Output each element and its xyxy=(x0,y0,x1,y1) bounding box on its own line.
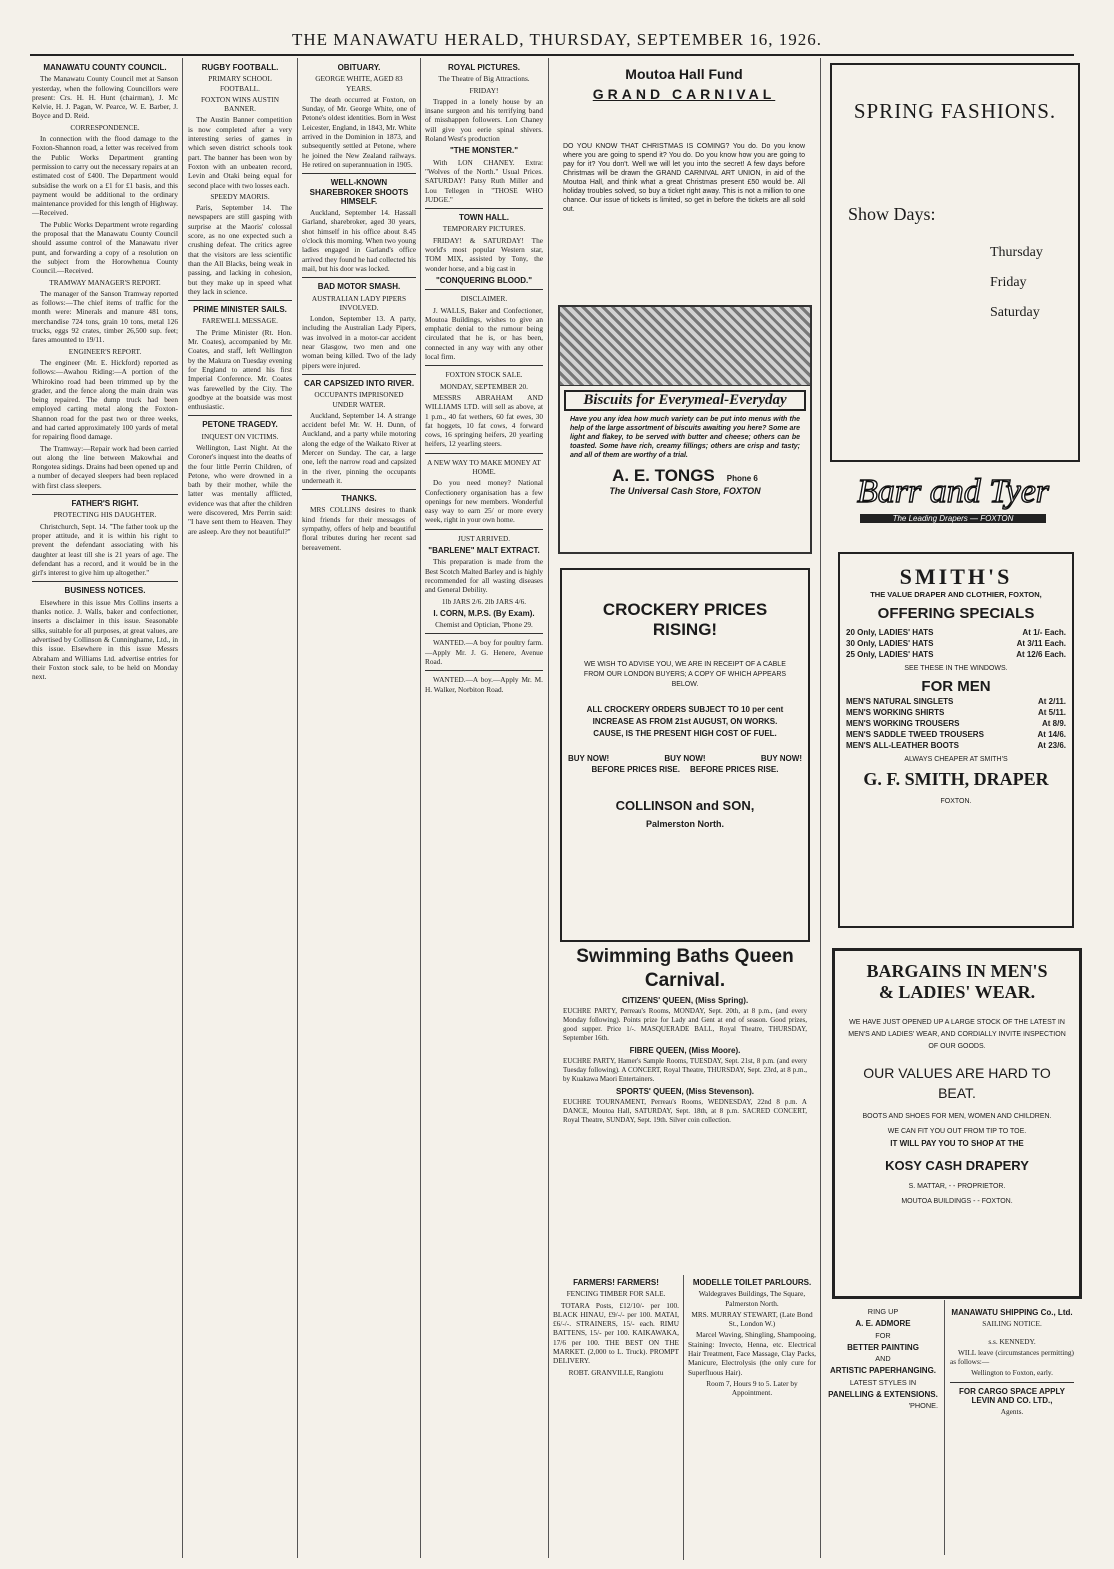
ship-name: s.s. KENNEDY. xyxy=(988,1336,1036,1346)
headline-royal-pictures: ROYAL PICTURES. xyxy=(447,63,520,72)
subheading: OCCUPANTS IMPRISONED UNDER WATER. xyxy=(314,390,404,409)
latest-styles: LATEST STYLES IN xyxy=(849,1377,917,1387)
item-label: MEN'S SADDLE TWEED TROUSERS xyxy=(846,730,984,739)
biscuit-illustration xyxy=(560,307,810,386)
proprietor-line: S. MATTAR, - - PROPRIETOR. xyxy=(908,1183,1006,1190)
show-day: Thursday xyxy=(990,245,1043,260)
column-divider xyxy=(548,58,549,1558)
headline-rugby: RUGBY FOOTBALL. xyxy=(201,63,279,72)
subheading: PROTECTING HIS DAUGHTER. xyxy=(53,510,157,520)
subheading: ENGINEER'S REPORT. xyxy=(68,346,142,356)
subheading: MONDAY, SEPTEMBER 20. xyxy=(440,381,528,391)
headline-town-hall: TOWN HALL. xyxy=(458,213,510,223)
article-paragraph: The Prime Minister (Rt. Hon. Mr. Coates), accompanied by Mr. Coates, and staff, left Wellington by the Makura on Tuesday evening for England to attend his first Imperial Conference. Mr. Coates was farewelled by the City. The goodbye at the boatside was most enthusiastic. xyxy=(188,327,292,412)
buy-now-text: BUY NOW! xyxy=(568,754,610,763)
price-row xyxy=(846,708,1066,717)
article-paragraph: The manager of the Sanson Tramway reported as follows:—The chief items of traffic for the month were: Minerals and manure 481 tons, merchandise 724 tons, grain 10 tons, metal 126 trucks, eggs 92 crates, timber 26,500 sup. feet; fares amounted to 19/11. xyxy=(32,288,178,345)
item-label: 30 Only, LADIES' HATS xyxy=(846,639,934,648)
firm-town: Palmerston North. xyxy=(645,819,724,829)
price-row xyxy=(846,741,1066,750)
ad-text: WE WISH TO ADVISE YOU, WE ARE IN RECEIPT OF A CABLE FROM OUR LONDON BUYERS; A COPY OF WHICH APPEARS BELOW. xyxy=(583,661,787,688)
headline-fathers-right: FATHER'S RIGHT. xyxy=(71,499,139,509)
show-day: Saturday xyxy=(990,305,1040,320)
price-row xyxy=(846,650,1066,659)
column-4 xyxy=(425,60,543,1550)
store-name: KOSY CASH DRAPERY xyxy=(885,1158,1029,1173)
cable-text: ALL CROCKERY ORDERS SUBJECT TO 10 per cent INCREASE AS FROM 21st AUGUST, ON WORKS. CAUSE, IS THE PRESENT HIGH COST OF FUEL. xyxy=(586,705,784,738)
headline-county-council: MANAWATU COUNTY COUNCIL. xyxy=(43,63,167,72)
masthead-rule xyxy=(30,54,1074,56)
store-town: FOXTON. xyxy=(940,798,972,805)
subheading: JUST ARRIVED. xyxy=(457,533,511,543)
item-price: At 12/6 Each. xyxy=(1016,650,1066,659)
building-line: MOUTOA BUILDINGS - - FOXTON. xyxy=(901,1198,1013,1205)
ad-text: WILL leave (circumstances permitting) as follows:— xyxy=(950,1347,1074,1367)
ad-subtitle: & LADIES' WEAR. xyxy=(878,982,1036,1002)
article-paragraph: The Tramway:—Repair work had been carried out along the line between Makowhai and Rongotea sidings. Drains had been opened up and a number of decayed sleepers had been replaced with first class sleepers. xyxy=(32,443,178,490)
item-price: At 3/11 Each. xyxy=(1016,639,1066,648)
subheading: A NEW WAY TO MAKE MONEY AT HOME. xyxy=(427,457,541,476)
item-label: MEN'S WORKING SHIRTS xyxy=(846,708,945,717)
queen-heading: FIBRE QUEEN, (Miss Moore). xyxy=(629,1046,741,1055)
ad-title: MODELLE TOILET PARLOURS. xyxy=(692,1278,812,1287)
article-paragraph: FRIDAY! & SATURDAY! The world's most popular Western star, TOM MIX, assisted by Tony, the wonder horse, and a big cast in xyxy=(425,235,543,273)
queen-heading: SPORTS' QUEEN, (Miss Stevenson). xyxy=(616,1087,754,1096)
item-price: At 14/6. xyxy=(1037,730,1066,739)
day-label: FRIDAY! xyxy=(469,85,499,95)
subheading: DISCLAIMER. xyxy=(460,294,508,304)
item-label: 25 Only, LADIES' HATS xyxy=(846,650,934,659)
before-rise-text: BEFORE PRICES RISE. xyxy=(690,765,779,774)
article-paragraph: London, September 13. A party, including the Australian Lady Pipers, was involved in a motor-car accident near Glasgow, two men and one woman being killed. Two of the lady pipers were injured. xyxy=(302,314,416,370)
queen-events: EUCHRE PARTY, Perreau's Rooms, MONDAY, Sept. 20th, at 8 p.m., (and every Monday following). Points prize for Lady and Gent at end of season. Good prizes, good supper. Price 1/-. MASQUERADE BALL, Royal Theatre, THURSDAY, September 16th. xyxy=(563,1007,807,1042)
ad-subtitle: SAILING NOTICE. xyxy=(982,1319,1042,1329)
subheading: TEMPORARY PICTURES. xyxy=(442,224,526,234)
subheading: SPEEDY MAORIS. xyxy=(210,191,270,201)
offer-heading: OFFERING SPECIALS xyxy=(877,605,1035,622)
ad-title: BARGAINS IN MEN'S xyxy=(866,961,1048,981)
ad-title: Moutoa Hall Fund xyxy=(625,66,743,82)
item-price: At 5/11. xyxy=(1037,708,1066,717)
service-line: BETTER PAINTING xyxy=(847,1342,919,1352)
classified-ad: WANTED.—A boy.—Apply Mr. M. H. Walker, Norbiton Road. xyxy=(425,675,543,694)
article-paragraph: The Manawatu County Council met at Sanson yesterday, when the following Councillors were present: Crs. H. H. Hunt (chairman), J. Mc Kelvie, H. J. Pagan, W. Pearce, W. E. Barber, J. Boyce and D. Reid. xyxy=(32,74,178,121)
logo-text: Barr and Tyer xyxy=(856,473,1050,510)
article-paragraph: The Austin Banner competition is now completed after a very interesting series of games in which seven district schools took part. The banner has been won by Foxton with an unbeaten record, Levin and Otaki being equal for second place with two losses each. xyxy=(188,115,292,190)
route-line: Wellington to Foxton, early. xyxy=(971,1368,1053,1378)
men-heading: FOR MEN xyxy=(921,678,991,695)
cargo-line: FOR CARGO SPACE APPLY LEVIN AND CO. LTD., xyxy=(959,1386,1065,1406)
phone-text: 'PHONE. xyxy=(908,1401,938,1411)
show-days-label: Show Days: xyxy=(848,204,936,224)
article-paragraph: With LON CHANEY. Extra: "Wolves of the North." Usual Prices. SATURDAY! Patsy Ruth Miller and Lou Tellegen in "THOSE WHO JUDGE." xyxy=(425,157,543,204)
price-row xyxy=(846,628,1066,637)
ad-text: Marcel Waving, Shingling, Shampooing, Staining: Invecto, Henna, etc. Electrical Hair Treatment, Face Massage, Clay Packs, Manicure, Electrolysis (the only cure for Superfluous Hair). xyxy=(688,1330,816,1377)
farmers-ad xyxy=(553,1275,679,1560)
ad-title: SMITH'S xyxy=(899,564,1013,589)
item-label: MEN'S ALL-LEATHER BOOTS xyxy=(846,741,960,750)
column-2 xyxy=(188,60,292,1550)
ad-title: SPRING FASHIONS. xyxy=(853,99,1057,123)
article-paragraph: Auckland, September 14. Hassall Garland, sharebroker, aged 30 years, shot himself in his office about 8.45 o'clock this morning. When two young ladies engaged in Garland's office arrived they found he had collected his mail, but his door was locked. xyxy=(302,208,416,273)
queen-events: EUCHRE PARTY, Hamer's Sample Rooms, TUESDAY, Sept. 21st, 8 p.m. (and every Tuesday following). A CONCERT, Royal Theatre, THURSDAY, Sept. 23rd, at 8 p.m., by Kuakawa Maori Entertainers. xyxy=(563,1057,807,1083)
article-paragraph: This preparation is made from the Best Scotch Malted Barley and is highly recommended for all wasting diseases and General Debility. xyxy=(425,557,543,595)
article-paragraph: MESSRS ABRAHAM AND WILLIAMS LTD. will sell as above, at 1 p.m., 40 fat wethers, 60 fat ewes, 30 fat hoggets, 10 fat cows, 4 forward cows, 16 springing heifers, 20 yearling heifers, 12 yearling steers. xyxy=(425,392,543,449)
column-divider xyxy=(182,58,183,1558)
spring-fashions-ad xyxy=(830,63,1080,462)
subheading: INQUEST ON VICTIMS. xyxy=(201,431,279,441)
ad-title: Biscuits for Everymeal-Everyday xyxy=(564,390,806,411)
film-title: "THE MONSTER." xyxy=(449,146,519,156)
column-divider xyxy=(297,58,298,1558)
headline-business-notices: BUSINESS NOTICES. xyxy=(64,586,146,596)
article-paragraph: Trapped in a lonely house by an insane surgeon and his terrifying band of misshappen followers. Lon Chaney will give you eerie spinal shivers. Roland West's production xyxy=(425,96,543,144)
store-phone: Phone 6 xyxy=(726,474,758,483)
queen-events: EUCHRE TOURNAMENT, Perreau's Rooms, WEDNESDAY, 22nd 8 p.m. A DANCE, Moutoa Hall, SATURDAY, Sept. 18th, at 8 p.m. SACRED CONCERT, Royal Theatre, SUNDAY, Sept. 19th. Silver coin collection. xyxy=(563,1098,807,1124)
subheading: TRAMWAY MANAGER'S REPORT. xyxy=(49,277,161,287)
cheaper-note: ALWAYS CHEAPER AT SMITH'S xyxy=(904,756,1008,763)
subheading: GEORGE WHITE, AGED 83 YEARS. xyxy=(315,74,403,93)
service-line: PANELLING & EXTENSIONS. xyxy=(828,1390,938,1400)
article-paragraph: J. WALLS, Baker and Confectioner, Moutoa Buildings, wishes to give an emphatic denial to the rumour being circulated that he is, or has been, connected in any way with any other local firm. xyxy=(425,305,543,362)
firm-name: COLLINSON and SON, xyxy=(615,798,755,813)
boots-line: BOOTS AND SHOES FOR MEN, WOMEN AND CHILDREN. xyxy=(862,1113,1052,1120)
subheading: PRIMARY SCHOOL FOOTBALL. xyxy=(208,74,272,93)
column-1 xyxy=(32,60,178,1550)
ad-subtitle: GRAND CARNIVAL xyxy=(592,86,776,102)
headline-obituary: OBITUARY. xyxy=(337,63,381,72)
item-price: At 23/6. xyxy=(1037,741,1066,750)
biscuit-ad xyxy=(558,305,812,554)
ad-title: MANAWATU SHIPPING Co., Ltd. xyxy=(951,1308,1073,1317)
before-rise-text: BEFORE PRICES RISE. xyxy=(591,765,680,774)
column-3 xyxy=(302,60,416,1550)
ad-subtitle: RISING! xyxy=(652,620,718,639)
column-divider xyxy=(820,58,821,1558)
price-row xyxy=(846,730,1066,739)
article-paragraph: Wellington, Last Night. At the Coroner's inquest into the deaths of the four little Perrin Children, of Petone, who were drowned in a bath by their mother, while the latter was mentally afflicted, evidence was that after the children were discovered, Mrs Perrin said: "I have sent them to Heaven. They are asleep. Are they not beautiful?" xyxy=(188,442,292,536)
article-paragraph: MRS COLLINS desires to thank kind friends for their messages of sympathy, offers of help and beautiful floral tributes during her recent sad bereavement. xyxy=(302,505,416,552)
ad-text: DO YOU KNOW THAT CHRISTMAS IS COMING? You do. Do you know where you are going to spend it? You do. Do you know how you are going to pay for it? You don't. Well we will let you into the secret! A few days before Christmas will be drawn the GRAND CARNIVAL ART UNION, in aid of the Moutoa Hall, and think what a great Christmas present £50 would be. All holiday troubles solved, so buy a ticket right away. This is not a million to one chance. Our issue of tickets is limited, so get in before the tickets are all sold out. xyxy=(563,143,805,213)
buy-now-text: BUY NOW! xyxy=(664,754,706,763)
chemist-details: Chemist and Optician, 'Phone 29. xyxy=(435,620,533,630)
fit-line: WE CAN FIT YOU OUT FROM TIP TO TOE. xyxy=(887,1128,1027,1135)
item-price: At 8/9. xyxy=(1041,719,1066,728)
article-paragraph: Elsewhere in this issue Mrs Collins inserts a thanks notice. J. Walls, baker and confectioner, inserts a disclaimer in this issue. Seasonable silks, suitable for all purposes, at great values, are advertised by Collinson & Cunninghame, Ltd., in this issue. Elsewhere in this issue Messrs Abraham and Williams Ltd. advertise entries for their Foxton stock sale, to be held on Monday next. xyxy=(32,597,178,682)
headline-thanks: THANKS. xyxy=(341,494,377,504)
smiths-ad xyxy=(838,552,1074,928)
buy-now-text: BUY NOW! xyxy=(760,754,802,763)
crockery-ad xyxy=(560,568,810,942)
article-paragraph: The death occurred at Foxton, on Sunday, of Mr. George White, one of Petone's oldest identities. Born in West Leicester, England, in 1843, Mr. White arrived in the Dominion in 1873, and subsequently settled at Petone, where he joined the New Zealand railways. He retired on superannuation in 1905. xyxy=(302,94,416,169)
show-day: Friday xyxy=(990,275,1027,290)
shipping-ad xyxy=(950,1305,1074,1555)
ad-subtitle: THE VALUE DRAPER AND CLOTHIER, FOXTON, xyxy=(870,590,1042,599)
ad-address: Waldegraves Buildings, The Square, Palmerston North. xyxy=(698,1289,806,1308)
article-paragraph: Paris, September 14. The newspapers are still gasping with surprise at the Maoris' colossal score, as no one expected such a crushing defeat. The critics agree that the visitors are less scientific than the All Blacks, being weak in passing, and lacking in cohesion, but they make up in speed what they lack in science. xyxy=(188,203,292,296)
article-paragraph: Auckland, September 14. A strange accident befel Mr. W. H. Dunn, of Auckland, and a party while motoring along the edge of the Waikato River at Mercer on Sunday. The car, a large one, left the narrow road and capsized in the river, pinning the occupants underneath it. xyxy=(302,410,416,485)
item-label: MEN'S NATURAL SINGLETS xyxy=(846,697,954,706)
moutoa-carnival-ad xyxy=(553,60,815,298)
ad-title: Swimming Baths Queen Carnival. xyxy=(576,946,794,991)
price-row xyxy=(846,639,1066,648)
headline-car-capsized: CAR CAPSIZED INTO RIVER. xyxy=(303,378,415,388)
article-paragraph: In connection with the flood damage to the Foxton-Shannon road, a letter was received from the Public Works Department granting permission to carry out the necessary repairs at an estimated cost of £400. The Department would subsidise the work on a £1 for £1 basis, and this payment would be additional to the ordinary maintenance provided for this length of Highway.—Received. xyxy=(32,134,178,218)
subheading: FOXTON WINS AUSTIN BANNER. xyxy=(201,94,279,114)
ad-proprietor: MRS. MURRAY STEWART, (Late Bond St., London W.) xyxy=(691,1309,813,1329)
classified-ad: WANTED.—A boy for poultry farm.—Apply Mr. J. G. Henere, Avenue Road. xyxy=(425,638,543,667)
store-name: The Universal Cash Store, FOXTON xyxy=(609,486,761,496)
chemist-name: I. CORN, M.P.S. (By Exam). xyxy=(433,608,535,618)
headline-sharebroker: WELL-KNOWN SHAREBROKER SHOOTS HIMSELF. xyxy=(309,178,409,206)
ad-signature: ROBT. GRANVILLE, Rangiotu xyxy=(568,1367,664,1377)
swimming-carnival-ad xyxy=(553,945,817,1275)
barr-tyer-logo xyxy=(840,470,1066,530)
subheading: FAREWELL MESSAGE. xyxy=(202,316,278,326)
store-name: G. F. SMITH, DRAPER xyxy=(863,769,1049,789)
article-paragraph: The engineer (Mr. E. Hickford) reported as follows:—Awahou Riding:—A portion of the Whirokino road had been trimmed up by the grader, and the fence along the main drain was being repaired. The dump truck had been employed carting metal along the Foxton-Shannon road for the past two or three weeks, and had carted approximately 100 yards of metal for repairing flood damage. xyxy=(32,357,178,442)
hat-list xyxy=(840,628,1072,659)
ad-hours: Room 7, Hours 9 to 5. Later by Appointment. xyxy=(706,1378,798,1398)
column-divider xyxy=(683,1275,684,1560)
item-price: At 1/- Each. xyxy=(1022,628,1066,637)
product-title: "BARLENE" MALT EXTRACT. xyxy=(428,546,540,556)
subheading: FOXTON STOCK SALE. xyxy=(445,370,523,380)
ad-title: FARMERS! FARMERS! xyxy=(573,1278,659,1287)
and-text: AND xyxy=(875,1354,891,1364)
column-divider xyxy=(420,58,421,1558)
ad-text: WE HAVE JUST OPENED UP A LARGE STOCK OF THE LATEST IN MEN'S AND LADIES' WEAR, AND CORDIALLY INVITE INSPECTION OF OUR GOODS. xyxy=(848,1019,1066,1050)
headline-prime-minister: PRIME MINISTER SAILS. xyxy=(193,305,287,315)
headline-motor-smash: BAD MOTOR SMASH. xyxy=(317,282,401,292)
item-label: 20 Only, LADIES' HATS xyxy=(846,628,934,637)
ad-subtitle: FENCING TIMBER FOR SALE. xyxy=(566,1289,666,1299)
price-row xyxy=(846,697,1066,706)
queen-heading: CITIZENS' QUEEN, (Miss Spring). xyxy=(621,996,749,1005)
article-paragraph: The Public Works Department wrote regarding the proposal that the Manawatu County Council should assume control of the Manawatu river punt, and forwarding a copy of a resolution on the subject from the Horowhenua County Council.—Received. xyxy=(32,219,178,276)
headline-petone-tragedy: PETONE TRAGEDY. xyxy=(202,420,278,430)
store-owner: A. E. TONGS xyxy=(612,466,715,485)
windows-note: SEE THESE IN THE WINDOWS. xyxy=(904,665,1008,672)
item-label: MEN'S WORKING TROUSERS xyxy=(846,719,960,728)
price-row xyxy=(846,719,1066,728)
ring-up: RING UP xyxy=(867,1307,899,1316)
logo-tagline: The Leading Drapers — FOXTON xyxy=(860,514,1046,523)
price-line: 1lb JARS 2/6. 2lb JARS 4/6. xyxy=(441,596,527,606)
subheading: AUSTRALIAN LADY PIPERS INVOLVED. xyxy=(311,293,407,312)
service-line: ARTISTIC PAPERHANGING. xyxy=(829,1366,937,1376)
item-price: At 2/11. xyxy=(1037,697,1066,706)
column-divider xyxy=(944,1300,945,1555)
masthead: THE MANAWATU HERALD, THURSDAY, SEPTEMBER 16, 1926. xyxy=(291,30,823,49)
subheading: CORRESPONDENCE. xyxy=(70,122,140,132)
painter-name: A. E. ADMORE xyxy=(855,1319,911,1329)
for-text: FOR xyxy=(875,1330,891,1340)
modelle-ad xyxy=(688,1275,816,1560)
men-list xyxy=(840,697,1072,750)
ad-text: TOTARA Posts, £12/10/- per 100. BLACK HINAU, £9/-/- per 100. MATAI, £6/-/-. STRAINERS, 15/- each. RIMU BATTENS, 15/- per 100. KAIKAWAKA, 17/6 per 100. THE BEST ON THE MARKET. (2,000 to L. Truck). PROMPT DELIVERY. xyxy=(553,1300,679,1366)
subheading: The Theatre of Big Attractions. xyxy=(438,74,530,84)
article-paragraph: Christchurch, Sept. 14. "The father took up the proper attitude, and it is within his right to prevent the defendant associating with his daughter at least till she is 21 years of age. The defendant has a record, and it would be in the girl's interest to give him up altogether." xyxy=(32,521,178,578)
pay-line: IT WILL PAY YOU TO SHOP AT THE xyxy=(890,1139,1024,1148)
article-paragraph: Do you need money? National Confectionery organisation has a few openings for new members. Wonderful easy way to earn 25/ or more every week, right in your own home. xyxy=(425,478,543,525)
bargains-ad xyxy=(832,948,1082,1299)
values-line: OUR VALUES ARE HARD TO BEAT. xyxy=(863,1065,1051,1101)
admore-ad xyxy=(828,1305,938,1555)
agents-line: Agents. xyxy=(1000,1407,1024,1417)
film-title: "CONQUERING BLOOD." xyxy=(435,275,533,285)
ad-title: CROCKERY PRICES xyxy=(602,600,768,619)
ad-text: Have you any idea how much variety can be put into menus with the help of the large assortment of biscuits awaiting you here? Some are light and flakey, to be served with butter and cheese; others can be toasted. Some have rich, creamy fillings; others are crisp and tasty; and all of them are worthy of a trial. xyxy=(570,416,800,459)
